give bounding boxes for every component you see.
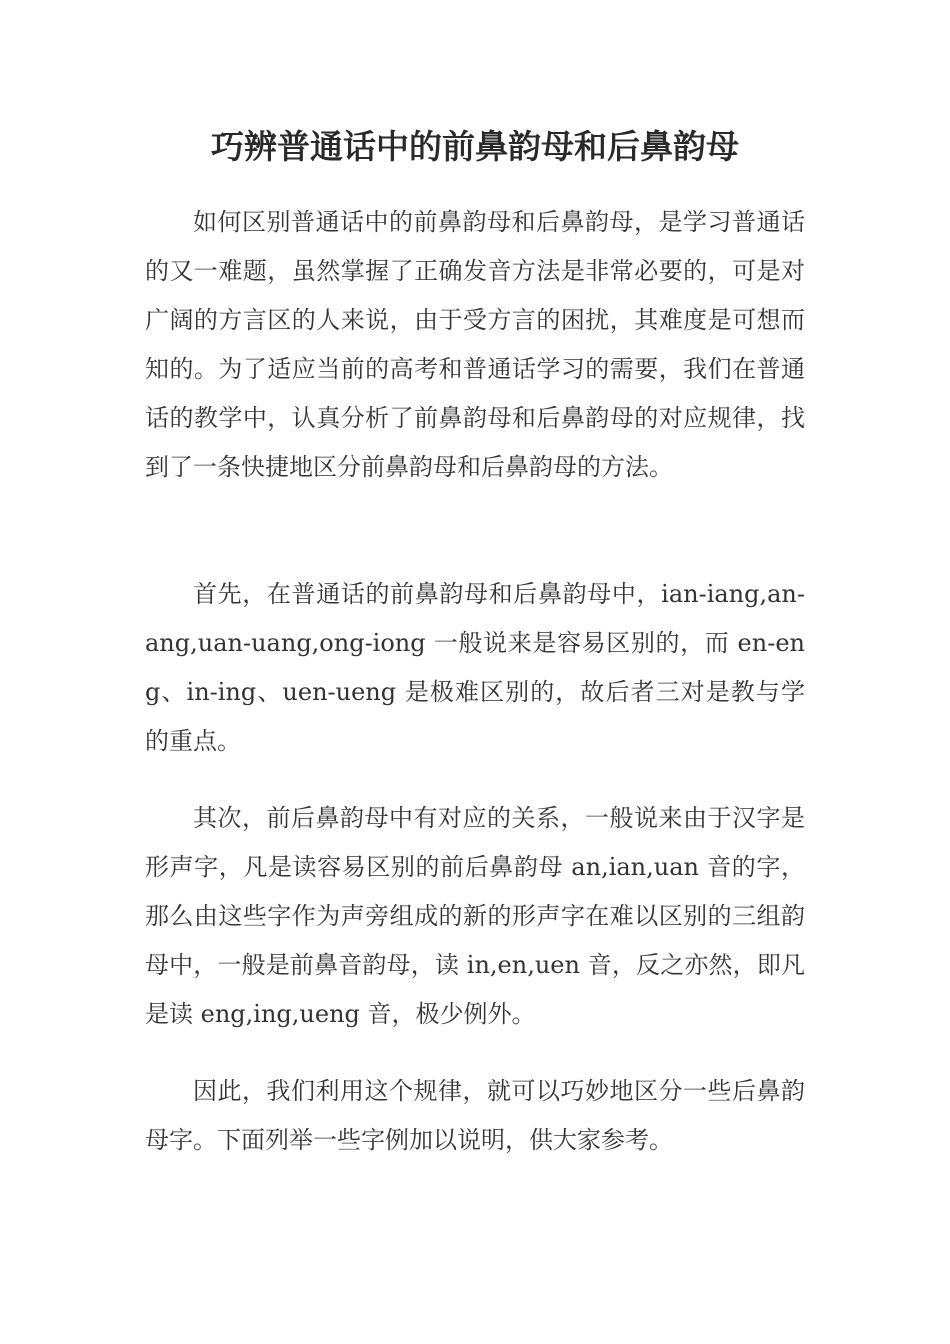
paragraph-2-block [145,570,805,766]
paragraph-3-block [145,794,805,1039]
paragraph-4-block [145,1067,805,1165]
paragraph-4: 因此，我们利用这个规律，就可以巧妙地区分一些后鼻韵母字。下面列举一些字例加以说明，供大家参考。 [145,1077,805,1154]
paragraph-3: 其次，前后鼻韵母中有对应的关系，一般说来由于汉字是形声字，凡是读容易区别的前后鼻韵母 an,ian,uan 音的字，那么由这些字作为声旁组成的新的形声字在难以区别的三组韵母中，一般是前鼻音韵母，读 in,en,uen 音，反之亦然，即凡是读 eng,ing,ueng 音，极少例外。 [145,804,805,1028]
document-title: 巧辨普通话中的前鼻韵母和后鼻韵母 [211,127,739,166]
paragraph-1: 如何区别普通话中的前鼻韵母和后鼻韵母，是学习普通话的又一难题，虽然掌握了正确发音方法是非常必要的，可是对广阔的方言区的人来说，由于受方言的困扰，其难度是可想而知的。为了适应当前的高考和普通话学习的需要，我们在普通话的教学中，认真分析了前鼻韵母和后鼻韵母的对应规律，找到了一条快捷地区分前鼻韵母和后鼻韵母的方法。 [145,208,805,481]
paragraph-2: 首先，在普通话的前鼻韵母和后鼻韵母中，ian-iang,an-ang,uan-uang,ong-iong 一般说来是容易区别的，而 en-eng、in-ing、uen-ueng 是极难区别的，故后者三对是教与学的重点。 [145,580,805,755]
paragraph-1-block [145,198,805,492]
